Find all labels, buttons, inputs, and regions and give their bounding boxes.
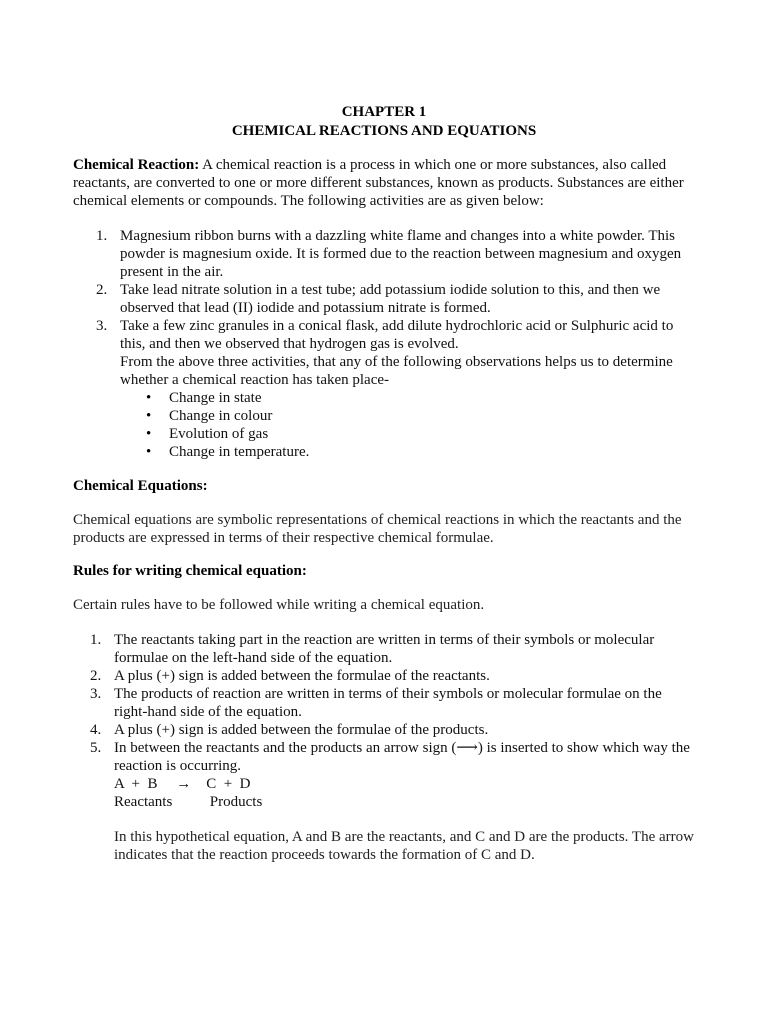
list-number: 1. [96,228,108,244]
list-item [73,631,695,667]
list-item-text: Take lead nitrate solution in a test tube; add potassium iodide solution to this, and then we observed that lead (II) iodide and potassium nitrate is formed. [120,282,661,316]
chapter-title: CHEMICAL REACTIONS AND EQUATIONS [231,123,537,139]
list-number: 5. [90,740,102,756]
list-item-text: The reactants taking part in the reaction are written in terms of their symbols or molecular formulae on the left-hand side of the equation. [114,632,655,666]
hypothetical-paragraph: In this hypothetical equation, A and B are the reactants, and C and D are the products. The arrow indicates that the reaction proceeds towards the formation of C and D. [114,829,694,863]
list-number: 3. [96,318,108,334]
bullet-item: • Change in state [146,389,695,407]
bullet-item: • Change in temperature. [146,443,695,461]
intro-label: Chemical Reaction: [73,157,200,173]
list-number: 2. [90,668,102,684]
activities-list [73,227,695,353]
list-number: 3. [90,686,102,702]
bullet-item: • Change in colour [146,407,695,425]
list-item [73,685,695,721]
rules-list [73,631,695,775]
bullet-item: • Evolution of gas [146,425,695,443]
equations-heading: Chemical Equations: [73,478,208,494]
list-number: 1. [90,632,102,648]
list-item [73,721,695,739]
list-item [73,317,695,353]
intro-paragraph [73,156,695,210]
observations-intro: From the above three activities, that any of the following observations helps us to determine whether a chemical reaction has taken place- [120,354,673,388]
equations-paragraph: Chemical equations are symbolic representations of chemical reactions in which the reactants and the products are expressed in terms of their respective chemical formulae. [73,512,682,546]
list-item [73,227,695,281]
chapter-number: CHAPTER 1 [341,104,427,120]
list-item-text: A plus (+) sign is added between the formulae of the reactants. [114,668,490,684]
list-item [73,281,695,317]
rules-intro: Certain rules have to be followed while writing a chemical equation. [73,597,485,613]
list-item-text: Take a few zinc granules in a conical flask, add dilute hydrochloric acid or Sulphuric acid to this, and then we observed that hydrogen gas is evolved. [120,318,674,352]
equation-labels: Reactants Products [114,794,263,810]
observations-list [73,389,695,461]
list-item-text: In between the reactants and the products an arrow sign (⟶) is inserted to show which way the reaction is occurring. [114,740,690,774]
list-item-text: The products of reaction are written in terms of their symbols or molecular formulae on the right-hand side of the equation. [114,686,662,720]
list-number: 2. [96,282,108,298]
list-item [73,739,695,775]
equation-line: A + B → C + D [114,776,251,792]
list-number: 4. [90,722,102,738]
list-item-text: Magnesium ribbon burns with a dazzling white flame and changes into a white powder. This powder is magnesium oxide. It is formed due to the reaction between magnesium and oxygen present in the air. [120,228,682,280]
list-item [73,667,695,685]
intro-text: A chemical reaction is a process in which one or more substances, also called reactants, are converted to one or more different substances, known as products. Substances are either chemical elements or compounds. The following activities are as given below: [73,157,684,209]
list-item-text: A plus (+) sign is added between the formulae of the products. [114,722,489,738]
rules-heading: Rules for writing chemical equation: [73,563,307,579]
